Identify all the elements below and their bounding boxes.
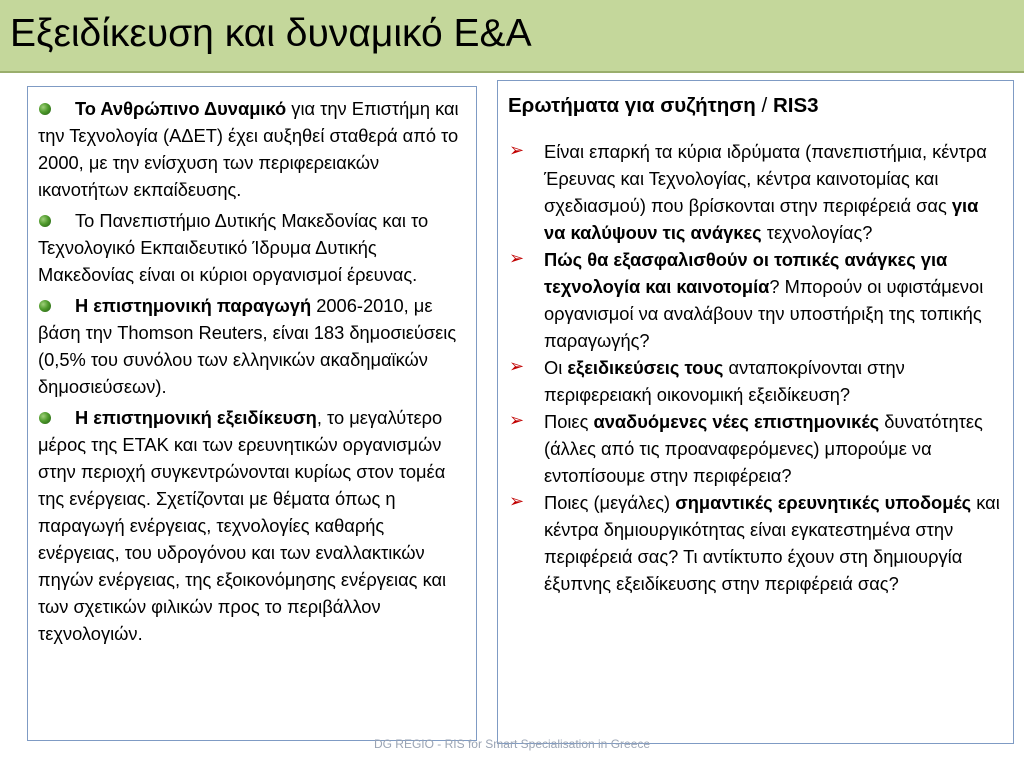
arrow-bullet-icon: ➢ [509,356,525,376]
question-item: ➢ Ποιες αναδυόμενες νέες επιστημονικές δυνατότητες (άλλες από τις προαναφερόμενες) μπορούμε να εντοπίσουμε στην περιφέρεια? [508,408,1003,489]
left-text-panel [27,86,477,741]
arrow-bullet-icon: ➢ [509,140,525,160]
question-item: ➢ Πώς θα εξασφαλισθούν οι τοπικές ανάγκες για τεχνολογία και καινοτομία? Μπορούν οι υφιστάμενοι οργανισμοί να αναλάβουν την υποστήριξη της τοπικής παραγωγής? [508,246,1003,354]
green-sphere-bullet-icon [39,412,51,424]
question-item: ➢ Είναι επαρκή τα κύρια ιδρύματα (πανεπιστήμια, κέντρα Έρευνας και Τεχνολογίας, κέντρα καινοτομίας και σχεδιασμού) που βρίσκονται στην περιφέρειά σας για να καλύψουν τις ανάγκες τεχνολογίας? [508,138,1003,246]
left-paragraph: Η επιστημονική εξειδίκευση, το μεγαλύτερο μέρος της ΕΤΑΚ και των ερευνητικών οργανισμών στην περιοχή συγκεντρώνονται κυρίως στον τομέα της ενέργειας. Σχετίζονται με θέματα όπως η παραγωγή ενέργειας, τεχνολογίες καθαρής ενέργειας, του υδρογόνου και των εναλλακτικών πηγών ενέργειας, της εξοικονόμησης ενέργειας και των σχετικών φιλικών προς το περιβάλλον τεχνολογιών. [38,407,447,644]
green-sphere-bullet-icon [39,103,51,115]
arrow-bullet-icon: ➢ [509,248,525,268]
question-item: ➢ Ποιες (μεγάλες) σημαντικές ερευνητικές υποδομές και κέντρα δημιουργικότητας είναι εγκατεστημένα στην περιφέρειά σας? Τι αντίκτυπο έχουν στη δημιουργία έξυπνης εξειδίκευσης στην περιφέρειά σας? [508,489,1003,597]
left-paragraph: Το Ανθρώπινο Δυναμικό για την Επιστήμη και την Τεχνολογία (ΑΔΕΤ) έχει αυξηθεί σταθερά από το 2000, με την ενίσχυση των περιφερειακών ικανοτήτων εκπαίδευσης. [38,98,459,200]
left-paragraph: Το Πανεπιστήμιο Δυτικής Μακεδονίας και το Τεχνολογικό Εκπαιδευτικό Ίδρυμα Δυτικής Μακεδονίας είναι οι κύριοι οργανισμοί έρευνας. [38,210,429,285]
arrow-bullet-icon: ➢ [509,410,525,430]
questions-heading: Ερωτήματα για συζήτηση / RIS3 [508,94,819,117]
green-sphere-bullet-icon [39,300,51,312]
title-bar [0,0,1024,73]
question-item: ➢ Οι εξειδικεύσεις τους ανταποκρίνονται στην περιφερειακή οικονομική εξειδίκευση? [508,354,1003,408]
slide-title: Εξειδίκευση και δυναμικό Ε&Α [10,12,532,55]
right-questions-panel [497,80,1014,744]
slide-footer: DG REGIO - RIS for Smart Specialisation in Greece [373,737,651,751]
green-sphere-bullet-icon [39,215,51,227]
arrow-bullet-icon: ➢ [509,491,525,511]
left-paragraph: Η επιστημονική παραγωγή 2006-2010, με βάση την Thomson Reuters, είναι 183 δημοσιεύσεις (0,5% του συνόλου των ελληνικών ακαδημαϊκών δημοσιεύσεων). [38,295,457,397]
